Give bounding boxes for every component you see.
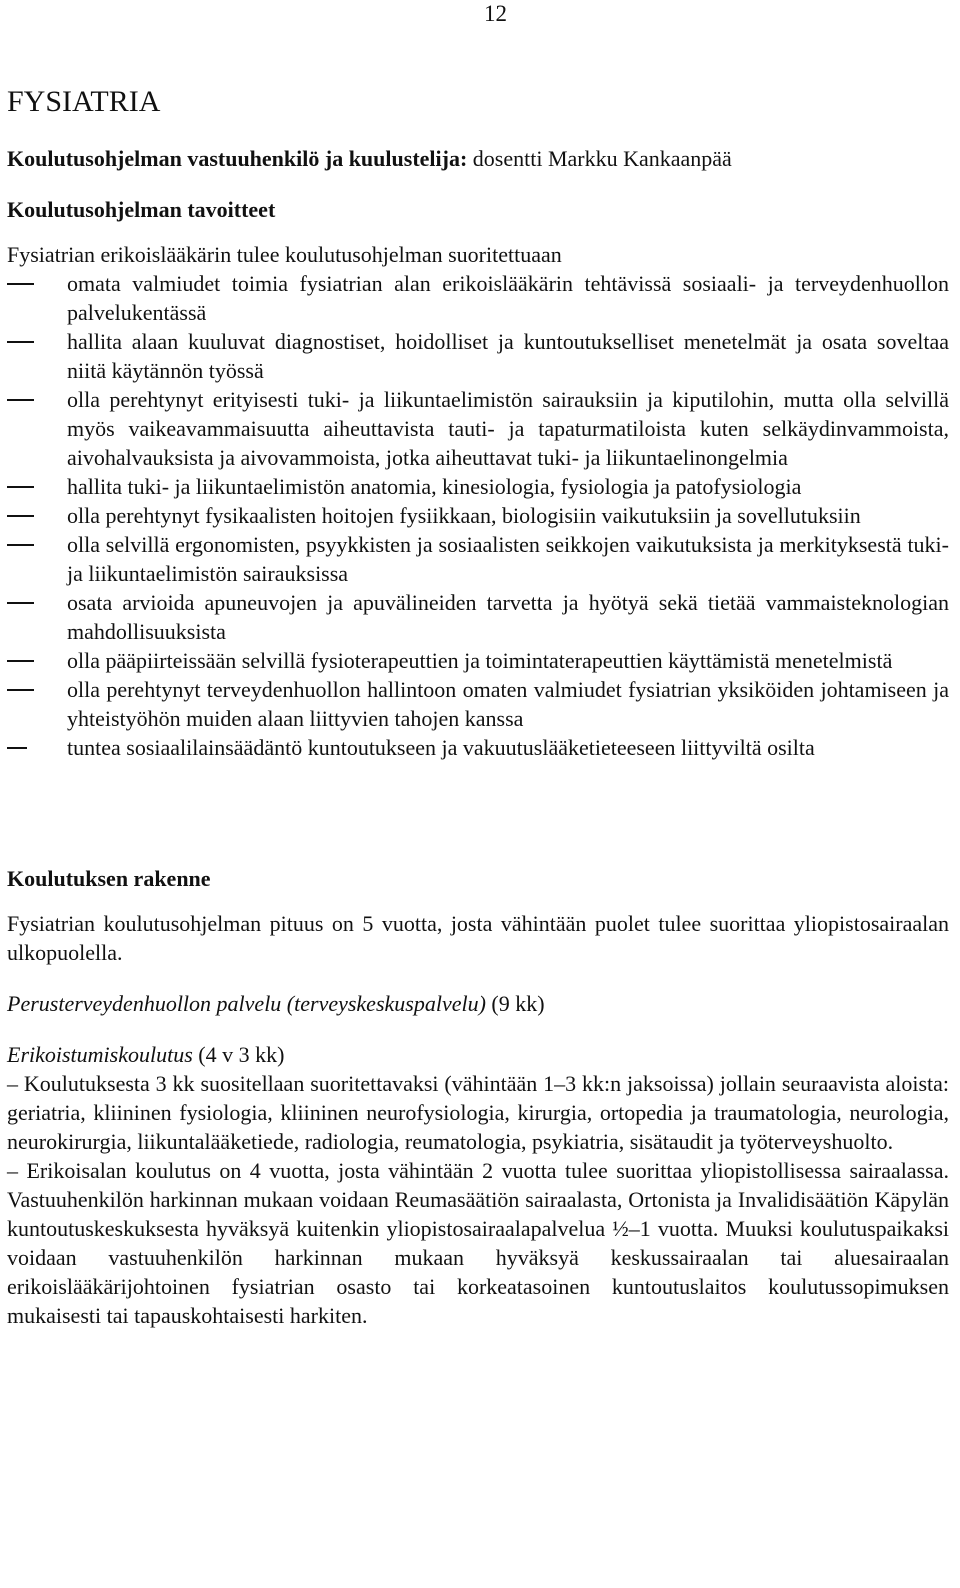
goal-item (7, 675, 949, 733)
goal-text: hallita alaan kuuluvat diagnostiset, hoidolliset ja kuntoutukselliset menetelmät ja osata soveltaa niitä käytännön työssä (67, 329, 949, 383)
specialist-paragraph-2: – Erikoisalan koulutus on 4 vuotta, josta vähintään 2 vuotta tulee suorittaa yliopistollisessa sairaalassa. Vastuuhenkilön harkinnan mukaan voidaan Reumasäätiön sairaalasta, Ortonista ja Invalidisäätiön Käpylän kuntoutuskeskuksesta hyväksyä kuitenkin yliopistosairaalapalvelua ½–1 vuotta. Muuksi koulutuspaikaksi voidaan vastuuhenkilön harkinnan mukaan hyväksyä keskussairaalan tai aluesairaalan erikoislääkärijohtoinen fysiatrian osasto tai korkeatasoinen kuntoutuslaitos koulutussopimuksen mukaisesti tai tapauskohtaisesti harkiten. (7, 1158, 949, 1328)
goal-text: olla pääpiirteissään selvillä fysioterapeuttien ja toimintaterapeuttien käyttämistä menetelmistä (67, 648, 893, 673)
responsible-label: Koulutusohjelman vastuuhenkilö ja kuulustelija: (7, 146, 468, 171)
dash-bullet (7, 486, 34, 488)
specialist-paragraph-1: – Koulutuksesta 3 kk suositellaan suoritettavaksi (vähintään 1–3 kk:n jaksoissa) jollain seuraavista aloista: geriatria, kliininen fysiologia, kliininen neurofysiologia, kirurgia, ortopedia ja traumatologia, neurologia, neurokirurgia, liikuntalääketiede, radiologia, reumatologia, psykiatria, sisätaudit ja työterveyshuolto. (7, 1071, 949, 1154)
document-body (7, 84, 949, 1330)
specialist-label: Erikoistumiskoulutus (7, 1042, 193, 1067)
dash-bullet (7, 399, 34, 401)
structure-heading: Koulutuksen rakenne (7, 866, 211, 891)
responsible-line (7, 144, 949, 173)
page-number: 12 (484, 1, 507, 26)
goal-item (7, 646, 949, 675)
dash-bullet (7, 747, 27, 749)
responsible-value: dosentti Markku Kankaanpää (472, 146, 732, 171)
dash-bullet (7, 341, 34, 343)
goal-item (7, 472, 949, 501)
goal-item (7, 501, 949, 530)
goal-text: olla perehtynyt fysikaalisten hoitojen fysiikkaan, biologisiin vaikutuksiin ja sovellutuksiin (67, 503, 861, 528)
specialist-duration: (4 v 3 kk) (192, 1042, 285, 1067)
dash-bullet (7, 283, 34, 285)
goal-text: hallita tuki- ja liikuntaelimistön anatomia, kinesiologia, fysiologia ja patofysiologia (67, 474, 802, 499)
goal-text: olla perehtynyt erityisesti tuki- ja liikuntaelimistön sairauksiin ja kiputilohin, mutta olla selvillä myös vaikeavammaisuutta aiheuttavista tauti- ja tapaturmatiloista kuten selkäydinvammoista, aivohalvauksista ja aivovammoista, jotka aiheuttavat tuki- ja liikuntaelinongelmia (67, 387, 949, 470)
primary-care-label: Perusterveydenhuollon palvelu (terveyskeskuspalvelu) (7, 991, 486, 1016)
goal-item (7, 327, 949, 385)
dash-bullet (7, 660, 34, 662)
goals-list (7, 269, 949, 762)
goal-text: olla selvillä ergonomisten, psyykkisten ja sosiaalisten seikkojen vaikutuksista ja merkityksestä tuki- ja liikuntaelimistön sairauksissa (67, 532, 949, 586)
goals-heading: Koulutusohjelman tavoitteet (7, 197, 276, 222)
goal-item (7, 269, 949, 327)
goal-text: osata arvioida apuneuvojen ja apuvälineiden tarvetta ja hyötyä sekä tietää vammaisteknologian mahdollisuuksista (67, 590, 949, 644)
specialist-line (7, 1040, 949, 1069)
goal-text: omata valmiudet toimia fysiatrian alan erikoislääkärin tehtävissä sosiaali- ja terveydenhuollon palvelukentässä (67, 271, 949, 325)
structure-paragraph: Fysiatrian koulutusohjelman pituus on 5 vuotta, josta vähintään puolet tulee suorittaa yliopistosairaalan ulkopuolella. (7, 911, 949, 965)
dash-bullet (7, 515, 34, 517)
primary-care-line (7, 989, 949, 1018)
goal-text: tuntea sosiaalilainsäädäntö kuntoutukseen ja vakuutuslääketieteeseen liittyviltä osilta (67, 735, 815, 760)
goal-item (7, 530, 949, 588)
dash-bullet (7, 544, 34, 546)
goals-intro: Fysiatrian erikoislääkärin tulee koulutusohjelman suoritettuaan (7, 242, 562, 267)
goal-item (7, 588, 949, 646)
goal-text: olla perehtynyt terveydenhuollon hallintoon omaten valmiudet fysiatrian yksiköiden johtamiseen ja yhteistyöhön muiden alaan liittyvien tahojen kanssa (67, 677, 949, 731)
goal-item (7, 733, 949, 762)
dash-bullet (7, 602, 34, 604)
page-title: FYSIATRIA (7, 85, 161, 118)
primary-care-duration: (9 kk) (485, 991, 545, 1016)
goal-item (7, 385, 949, 472)
dash-bullet (7, 689, 34, 691)
